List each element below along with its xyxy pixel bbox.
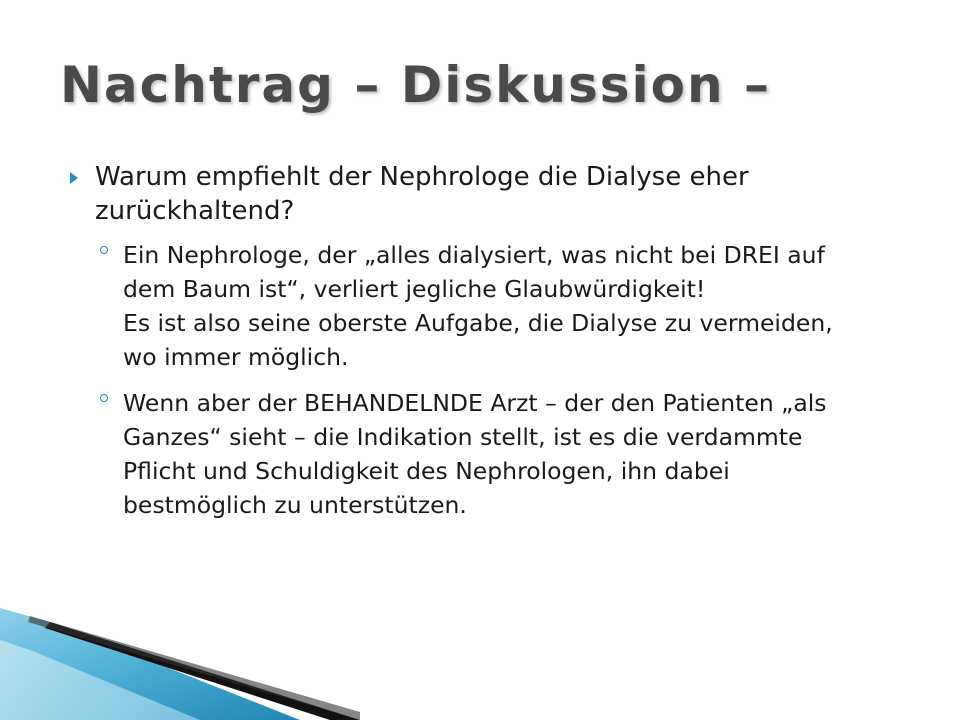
- slide-body: [95, 160, 895, 534]
- corner-swoosh-decoration: [0, 580, 360, 720]
- main-bullet: [95, 160, 895, 522]
- sub-bullet-line: Ein Nephrologe, der „alles dialysiert, was nicht bei DREI auf dem Baum ist“, verliert jegliche Glaubwürdigkeit!: [123, 241, 825, 303]
- sub-bullet-line: Wenn aber der BEHANDELNDE Arzt – der den Patienten „als Ganzes“ sieht – die Indikation stellt, ist es die verdammte Pflicht und Schuldigkeit des Nephrologen, ihn dabei bestmöglich zu unterstützen.: [123, 389, 827, 519]
- triangle-bullet-icon: [70, 172, 78, 184]
- slide-title: Nachtrag – Diskussion –: [60, 56, 771, 114]
- sub-bullet-text: [123, 386, 863, 522]
- sub-bullet-item: [95, 386, 895, 522]
- sub-bullet-text: [123, 238, 863, 374]
- circle-bullet-icon: [100, 246, 108, 254]
- sub-bullet-line: Es ist also seine oberste Aufgabe, die Dialyse zu vermeiden, wo immer möglich.: [123, 309, 833, 371]
- main-bullet-text: Warum empfiehlt der Nephrologe die Dialyse eher zurückhaltend?: [95, 162, 749, 226]
- circle-bullet-icon: [100, 394, 108, 402]
- sub-bullet-list: [95, 238, 895, 522]
- sub-bullet-item: [95, 238, 895, 374]
